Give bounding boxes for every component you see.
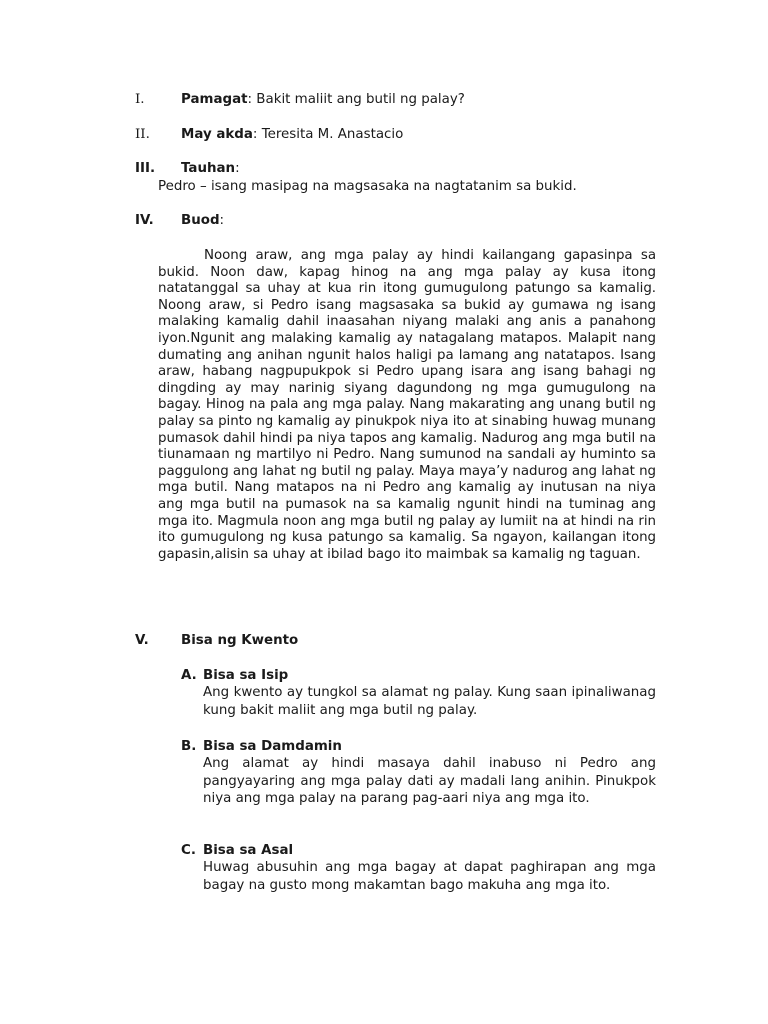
bisa-item-label: Bisa sa Isip [203, 668, 289, 683]
bisa-item-letter: B. [181, 739, 197, 754]
section-number: IV. [135, 213, 154, 228]
section-number: V. [135, 633, 149, 648]
section-heading: May akda: Teresita M. Anastacio [181, 127, 404, 142]
bisa-item-heading [181, 843, 656, 858]
bisa-item-letter: A. [181, 668, 197, 683]
section-heading [181, 633, 298, 648]
bisa-item-asal [181, 843, 656, 894]
character-description: Pedro – isang masipag na magsasaka na nagtatanim sa bukid. [158, 179, 577, 194]
section-label: Bisa ng Kwento [181, 633, 299, 648]
bisa-item-isip [181, 668, 656, 719]
bisa-item-text: Ang alamat ay hindi masaya dahil inabuso ni Pedro ang pangyayaring ang mga palay dati ay madali lang anihin. Pinukpok niya ang mga palay na parang pag-aari niya ang mga ito. [203, 756, 656, 807]
section-number: III. [135, 161, 156, 176]
bisa-item-text: Ang kwento ay tungkol sa alamat ng palay. Kung saan ipinaliwanag kung bakit maliit ang mga butil ng palay. [203, 685, 656, 718]
section-heading: Tauhan: [181, 161, 240, 176]
bisa-item-letter: C. [181, 843, 196, 858]
bisa-item-text: Huwag abusuhin ang mga bagay at dapat paghirapan ang mga bagay na gusto mong makamtan bago makuha ang mga ito. [203, 860, 656, 893]
bisa-item-label: Bisa sa Asal [203, 843, 294, 858]
bisa-item-heading [181, 739, 656, 754]
section-label: Buod [181, 213, 220, 228]
section-label: Pamagat [181, 92, 248, 107]
section-heading: Buod: [181, 213, 225, 228]
title-value: Bakit maliit ang butil ng palay? [256, 92, 465, 107]
section-label: May akda [181, 127, 253, 142]
section-number: II. [135, 127, 150, 142]
section-label: Tauhan [181, 161, 236, 176]
section-number: I. [135, 92, 145, 107]
summary-paragraph: Noong araw, ang mga palay ay hindi kailangang gapasinpa sa bukid. Noon daw, kapag hinog na ang mga palay ay kusa itong natatanggal sa uhay at kua rin itong gumugulong patungo sa kamalig. Noong araw, si Pedro isang magsasaka sa bukid ay gumawa ng isang malaking kamalig dahil inaasahan niyang malaki ang anis a panahong iyon.Ngunit ang malaking kamalig ay natagalang matapos. Malapit nang dumating ang anihan ngunit halos haligi pa lamang ang natatapos. Isang araw, habang nagpupukpok si Pedro upang isara ang isang bahagi ng dingding ay may narinig siyang dagundong ng mga gumugulong na bagay. Hinog na pala ang mga palay. Nang makarating ang unang butil ng palay sa pinto ng kamalig ay pinukpok niya ito at sinabing huwag munang pumasok dahil hindi pa niya tapos ang kamalig. Nadurog ang mga butil na tiunamaan ng martilyo ni Pedro. Nang sumunod na sandali ay huminto sa paggulong ang lahat ng butil ng palay. Maya maya’y nadurog ang lahat ng mga butil. Nang matapos na ni Pedro ang kamalig ay inutusan na niya ang mga butil na pumasok na sa kamalig ngunit hindi na tuminag ang mga ito. Magmula noon ang mga butil ng palay ay lumiit na at hindi na rin ito gumugulong ng kusa patungo sa kamalig. Sa ngayon, kailangan itong gapasin,alisin sa uhay at ibilad bago ito maimbak sa kamalig ng taguan. [158, 248, 656, 562]
bisa-item-heading [181, 668, 656, 683]
bisa-item-damdamin [181, 739, 656, 808]
bisa-item-label: Bisa sa Damdamin [203, 739, 342, 754]
author-value: Teresita M. Anastacio [261, 127, 404, 142]
section-heading: Pamagat: Bakit maliit ang butil ng palay? [181, 92, 465, 107]
